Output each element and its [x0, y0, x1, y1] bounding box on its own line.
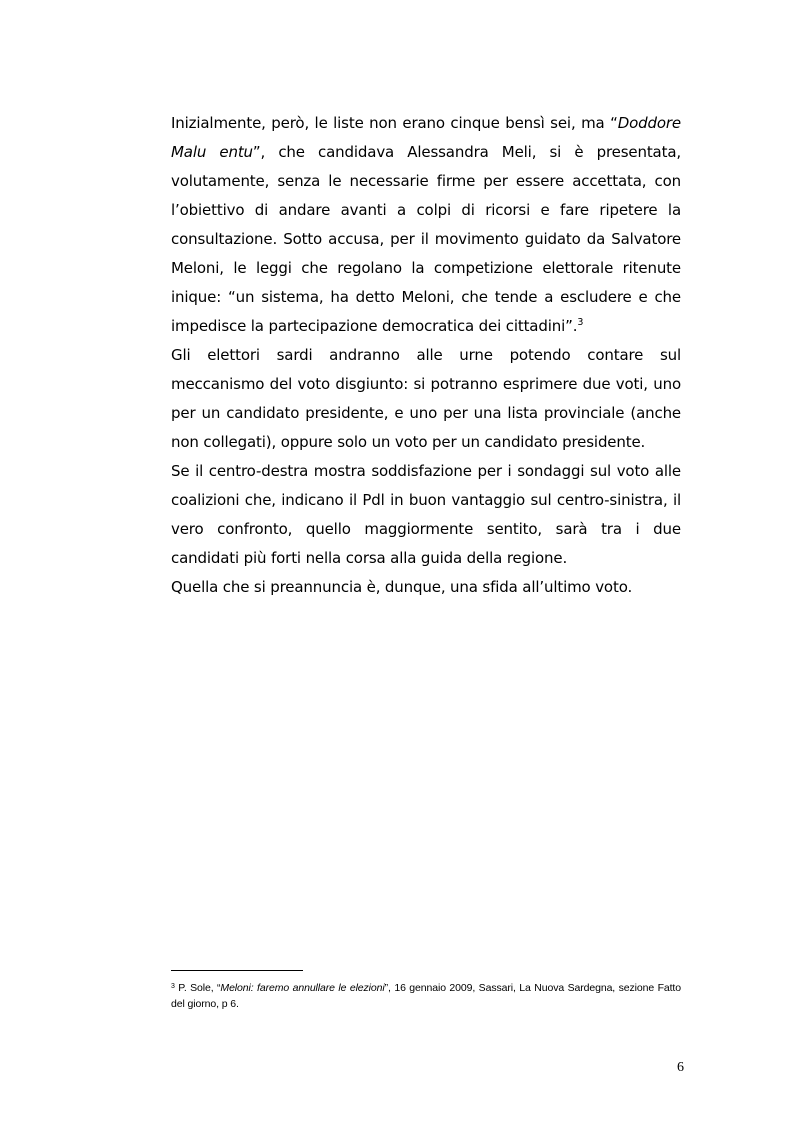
footnote — [171, 980, 681, 1012]
party-name-italic: Doddore Malu entu — [171, 114, 681, 161]
footnote-article-title: Meloni: faremo annullare le elezioni — [220, 982, 385, 994]
page-number: 6 — [677, 1060, 684, 1075]
footnote-separator — [171, 970, 303, 971]
paragraph-1-text-a: Inizialmente, però, le liste non erano cinque bensì sei, ma “ — [171, 114, 618, 132]
paragraph-2: Gli elettori sardi andranno alle urne potendo contare sul meccanismo del voto disgiunto: si potranno esprimere due voti, uno per un candidato presidente, e uno per una lista provinciale (anche non collegati), oppure solo un voto per un candidato presidente. — [171, 346, 681, 451]
paragraph-1 — [171, 109, 681, 341]
footnote-number: 3 — [171, 983, 175, 990]
paragraph-3: Se il centro-destra mostra soddisfazione per i sondaggi sul voto alle coalizioni che, indicano il Pdl in buon vantaggio sul centro-sinistra, il vero confronto, quello maggiormente sentito, sarà tra i due candidati più forti nella corsa alla guida della regione. — [171, 462, 681, 567]
footnote-text-a: P. Sole, “ — [174, 982, 221, 994]
main-text — [171, 109, 681, 602]
footnote-reference[interactable]: 3 — [577, 317, 584, 328]
paragraph-1-text-b: ”, che candidava Alessandra Meli, si è presentata, volutamente, senza le necessarie firme per essere accettata, con l’obiettivo di andare avanti a colpi di ricorsi e fare ripetere la consultazione. Sotto accusa, per il movimento guidato da Salvatore Meloni, le leggi che regolano la competizione elettorale ritenute inique: “un sistema, ha detto Meloni, che tende a escludere e che impedisce la partecipazione democratica dei cittadini”. — [171, 143, 681, 335]
footnote-text-b: ”, 16 gennaio 2009, Sassari, La Nuova Sardegna, sezione Fatto del giorno, p 6. — [171, 982, 681, 1010]
paragraph-4: Quella che si preannuncia è, dunque, una sfida all’ultimo voto. — [171, 578, 633, 596]
